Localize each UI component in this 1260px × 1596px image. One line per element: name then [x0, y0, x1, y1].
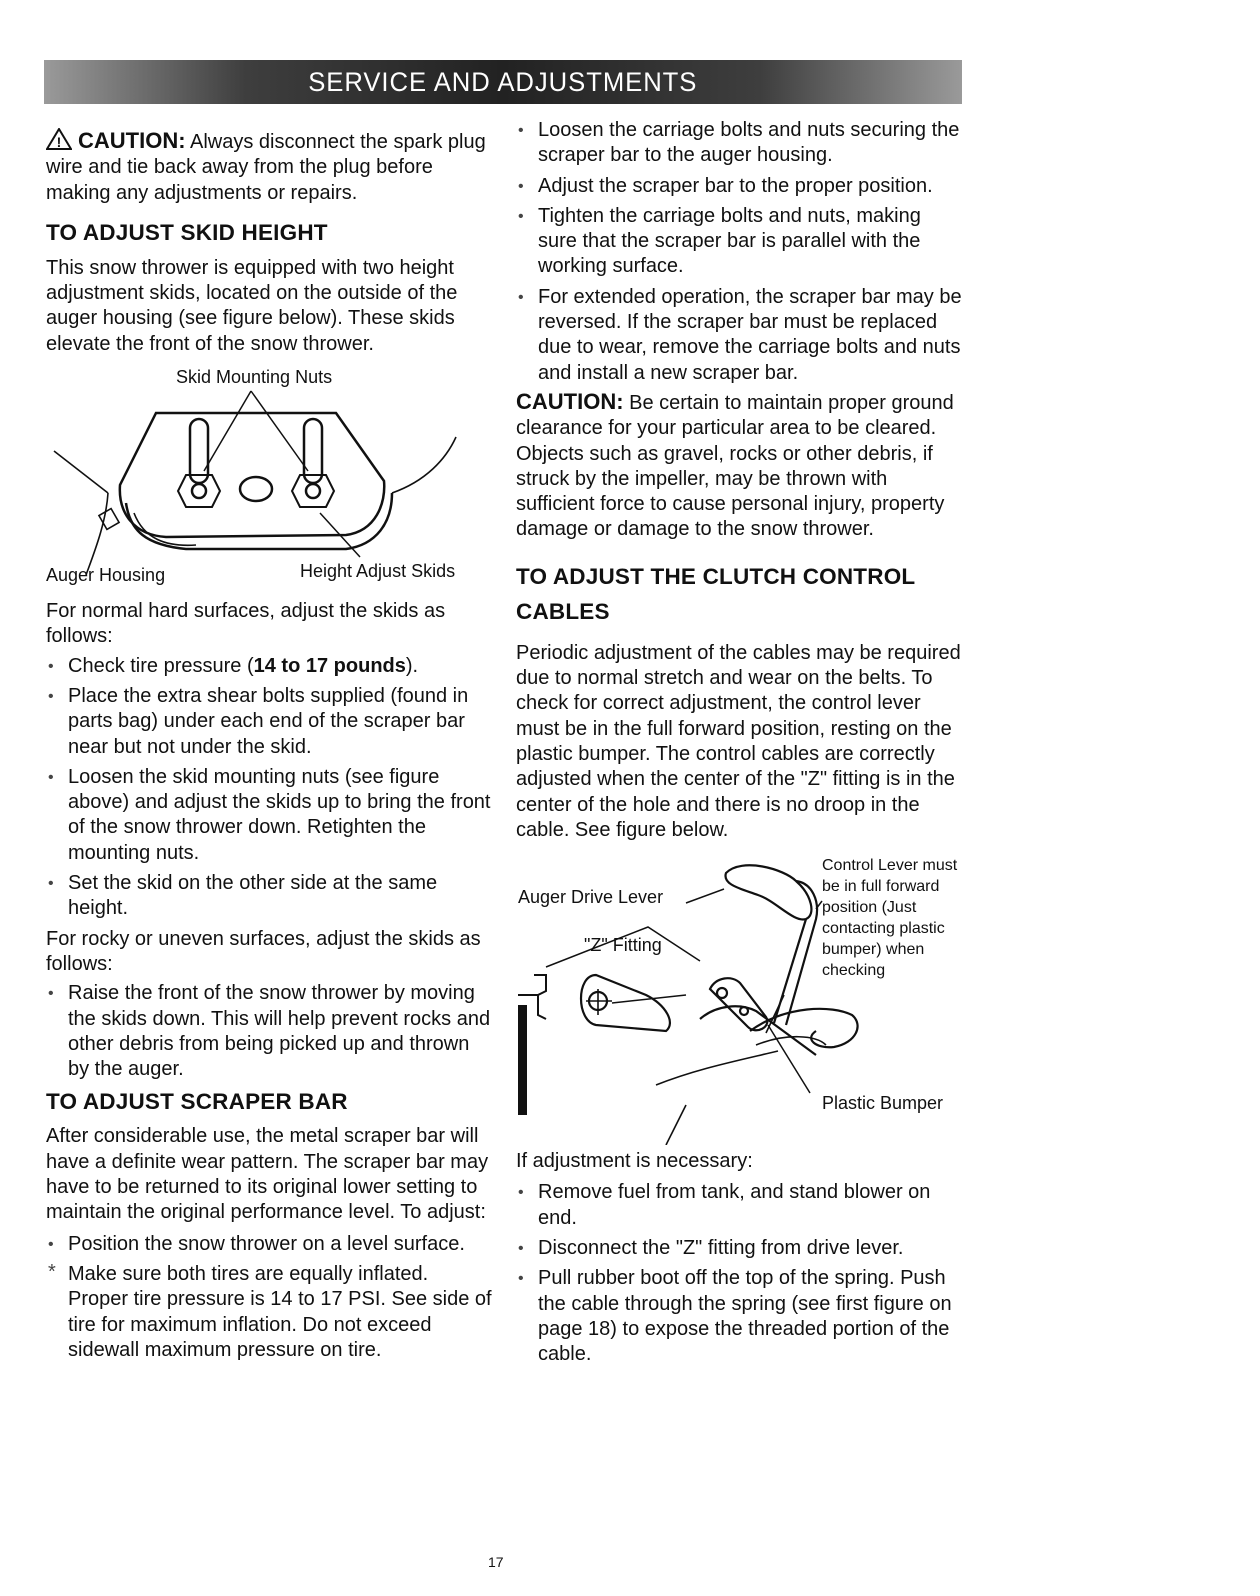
- skid-intro: This snow thrower is equipped with two height adjustment skids, located on the outside of the auger housing (see figure below). These skids elevate the front of the snow thrower.: [46, 256, 458, 355]
- section-title: SERVICE AND ADJUSTMENTS: [308, 66, 698, 97]
- rocky-surfaces-list: [46, 981, 492, 1082]
- caution-paragraph-2: [516, 389, 964, 543]
- label-skid-nuts: Skid Mounting Nuts: [176, 367, 333, 388]
- clutch-intro: Periodic adjustment of the cables may be required due to normal stretch and wear on the belts. To check for correct adjustment, the control lever must be in the full forward position, resting on the plastic bumper. The control cables are correctly adjusted when the center of the "Z" fitting is in the center of the hole and there is no droop in the cable. See figure below.: [516, 641, 961, 841]
- list-item: • For extended operation, the scraper bar may be reversed. If the scraper bar must be replaced due to wear, remove the carriage bolts and nuts and install a new scraper bar.: [516, 285, 964, 386]
- normal-surfaces-list: [46, 654, 492, 922]
- warning-triangle-icon: [46, 128, 72, 150]
- page-number: 17: [488, 1554, 504, 1570]
- list-item: • Raise the front of the snow thrower by moving the skids down. This will help prevent rocks and other debris from being picked up and thrown by the auger.: [46, 981, 492, 1082]
- skid-figure: [46, 363, 492, 595]
- list-item: • Check tire pressure (14 to 17 pounds).: [46, 654, 492, 679]
- clutch-heading: TO ADJUST THE CLUTCH CONTROL CABLES: [516, 563, 915, 624]
- scraper-intro: After considerable use, the metal scraper bar will have a definite wear pattern. The scraper bar may have to be returned to its original lower setting to maintain the original performance level. To adjust:: [46, 1125, 489, 1224]
- list-item: • Disconnect the "Z" fitting from drive lever.: [516, 1236, 964, 1261]
- label-auger-drive-lever: Auger Drive Lever: [518, 887, 664, 908]
- clutch-list: [516, 1180, 964, 1367]
- caution-text: Always disconnect the spark plug wire and tie back away from the plug before making any adjustments or repairs.: [46, 131, 486, 204]
- list-item: • Remove fuel from tank, and stand blower on end.: [516, 1180, 964, 1231]
- label-control-lever: Control Lever must be in full forward position (Just contacting plastic bumper) when checking: [822, 857, 958, 980]
- section-banner: [44, 60, 962, 104]
- scraper-list-right: [516, 118, 964, 386]
- right-column: [516, 118, 964, 1373]
- tire-pressure-value: 14 to 17 pounds: [253, 654, 406, 677]
- scraper-heading: TO ADJUST SCRAPER BAR: [46, 1089, 348, 1115]
- clutch-figure: [516, 855, 964, 1145]
- label-z-fitting: "Z" Fitting: [584, 935, 662, 956]
- label-height-skids: Height Adjust Skids: [300, 561, 456, 582]
- svg-text:!: !: [56, 134, 62, 150]
- list-item: • Pull rubber boot off the top of the spring. Push the cable through the spring (see first figure on page 18) to expose the threaded portion of the cable.: [516, 1266, 964, 1367]
- list-item: • Loosen the carriage bolts and nuts securing the scraper bar to the auger housing.: [516, 118, 964, 169]
- caution-text: Be certain to maintain proper ground clearance for your particular area to be cleared. Objects such as gravel, rocks or other debris, if struck by the impeller, may be thrown with sufficient force to cause personal injury, property damage or damage to the snow thrower.: [516, 391, 954, 541]
- skid-heading: TO ADJUST SKID HEIGHT: [46, 219, 328, 245]
- list-item: • Set the skid on the other side at the same height.: [46, 871, 492, 922]
- list-item: • Loosen the skid mounting nuts (see figure above) and adjust the skids up to bring the front of the snow thrower down. Retighten the mounting nuts.: [46, 765, 492, 866]
- if-necessary-text: If adjustment is necessary:: [516, 1150, 753, 1173]
- caution-label: CAUTION:: [78, 128, 186, 153]
- list-item: • Position the snow thrower on a level surface.: [46, 1232, 492, 1257]
- left-column: [46, 128, 492, 1368]
- skid-diagram: [46, 363, 492, 595]
- rocky-surfaces-intro: For rocky or uneven surfaces, adjust the skids as follows:: [46, 927, 481, 975]
- list-item: • Adjust the scraper bar to the proper position.: [516, 174, 964, 199]
- label-plastic-bumper: Plastic Bumper: [822, 1093, 944, 1114]
- normal-surfaces-intro: For normal hard surfaces, adjust the skids as follows:: [46, 600, 446, 648]
- list-item: • Place the extra shear bolts supplied (found in parts bag) under each end of the scraper bar near but not under the skid.: [46, 684, 492, 760]
- list-item: • Tighten the carriage bolts and nuts, making sure that the scraper bar is parallel with the working surface.: [516, 204, 964, 280]
- scraper-list-left: [46, 1232, 492, 1363]
- clutch-diagram: [516, 855, 964, 1145]
- caution-paragraph: [46, 128, 492, 206]
- list-item: * Make sure both tires are equally inflated. Proper tire pressure is 14 to 17 PSI. See side of tire for maximum inflation. Do not exceed sidewall maximum pressure on tire.: [46, 1262, 492, 1363]
- caution-label: CAUTION:: [516, 388, 624, 414]
- label-auger-housing: Auger Housing: [46, 565, 166, 586]
